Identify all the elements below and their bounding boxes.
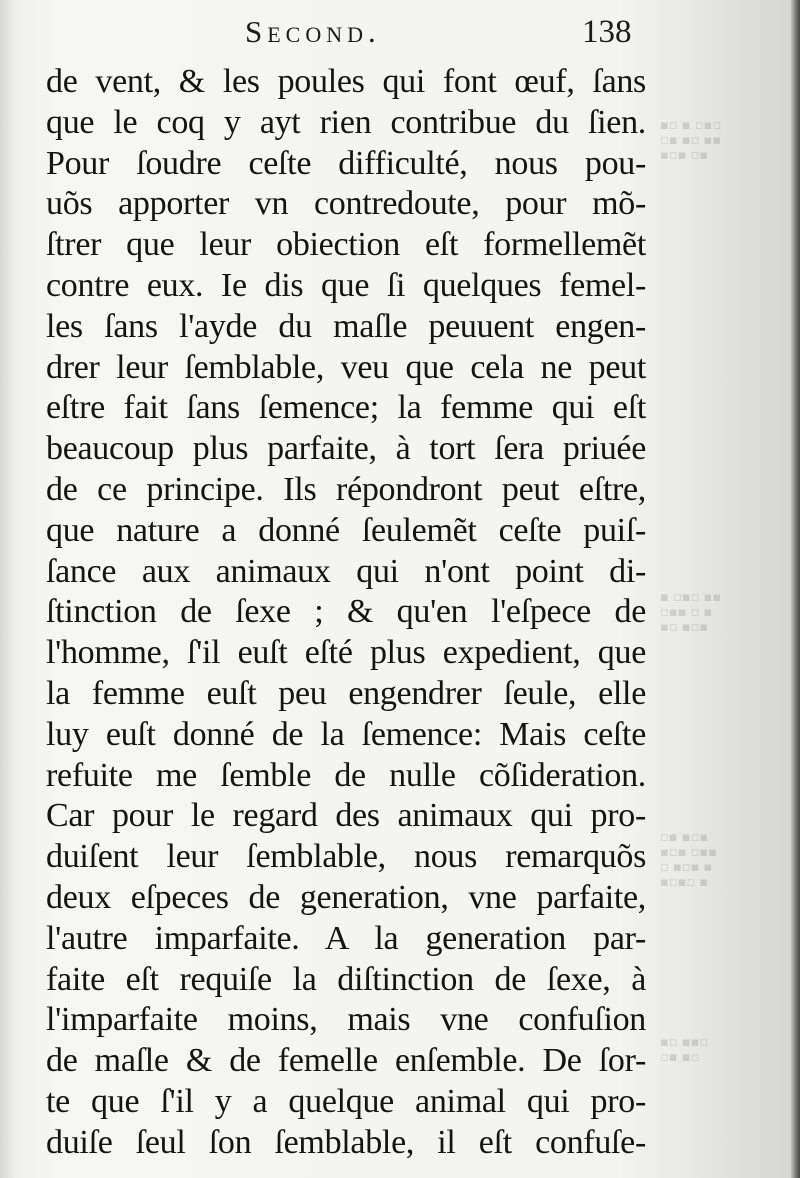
text-line: eſtre fait ſans ſemence; la femme qui eſt	[46, 389, 646, 427]
body-text	[46, 62, 646, 1164]
text-line: luy euſt donné de la ſemence: Mais ceſte	[46, 715, 646, 753]
text-line: uõs apporter vn contredoute, pour mõ-	[46, 185, 646, 223]
running-head: Second.	[245, 14, 381, 49]
text-line: de vent, & les poules qui font œuf, ſans	[46, 63, 646, 100]
text-line: Car pour le regard des animaux qui pro-	[46, 797, 646, 835]
text-line: contre eux. Ie dis que ſi quelques femel-	[46, 266, 646, 304]
text-line: beaucoup plus parfaite, à tort ſera priuée	[46, 430, 646, 468]
text-line: ſtrer que leur obiection eſt formellemẽt	[46, 226, 646, 264]
text-line: deux eſpeces de generation, vne parfaite,	[46, 878, 646, 916]
show-through-marks: ▪▫ ▪ ▫▪▫ ▫▪ ▪▫ ▪▪ ▪▫▪ ▫▪	[660, 118, 722, 163]
text-line: Pour ſoudre ceſte difficulté, nous pou-	[46, 144, 646, 182]
text-line: duiſent leur ſemblable, nous remarquõs	[46, 838, 646, 876]
text-line: les ſans l'ayde du maſle peuuent engen-	[46, 307, 646, 345]
text-line: l'imparfaite moins, mais vne confuſion	[46, 1001, 646, 1039]
text-line: de maſle & de femelle enſemble. De ſor-	[46, 1042, 646, 1080]
show-through-marks: ▪ ▫▪▫ ▪▪ ▫▪▪ ▫ ▪ ▪▫ ▪▫▪	[660, 590, 722, 635]
text-line: refuite me ſemble de nulle cõſideration.	[46, 756, 646, 794]
text-line: drer leur ſemblable, veu que cela ne peut	[46, 348, 646, 386]
binding-shadow	[790, 0, 800, 1178]
text-line: de ce principe. Ils répondront peut eſtre,	[46, 470, 646, 508]
text-line: te que ſ'il y a quelque animal qui pro-	[46, 1082, 646, 1120]
show-through-marks: ▪▫ ▪▪▫ ▫▪ ▪▫	[660, 1035, 709, 1065]
show-through-marks: ▫▪ ▪▫▪ ▪▫▪ ▫▪▪ ▫ ▪▫▪ ▪ ▪▫▪▫ ▪	[660, 830, 717, 890]
text-line: ſtinction de ſexe ; & qu'en l'eſpece de	[46, 593, 646, 631]
text-line: faite eſt requiſe la diſtinction de ſexe, à	[46, 960, 646, 998]
text-line: la femme euſt peu engendrer ſeule, elle	[46, 674, 646, 712]
text-line: que nature a donné ſeulemẽt ceſte puiſ-	[46, 511, 646, 549]
text-line: l'homme, ſ'il euſt eſté plus expedient, que	[46, 634, 646, 672]
text-line: ſance aux animaux qui n'ont point di-	[46, 552, 646, 590]
text-line: que le coq y ayt rien contribue du ſien.	[46, 103, 646, 141]
text-line: l'autre imparfaite. A la generation par-	[46, 919, 646, 957]
text-line: duiſe ſeul ſon ſemblable, il eſt confuſe-	[46, 1123, 646, 1161]
page-number: 138	[582, 14, 632, 50]
